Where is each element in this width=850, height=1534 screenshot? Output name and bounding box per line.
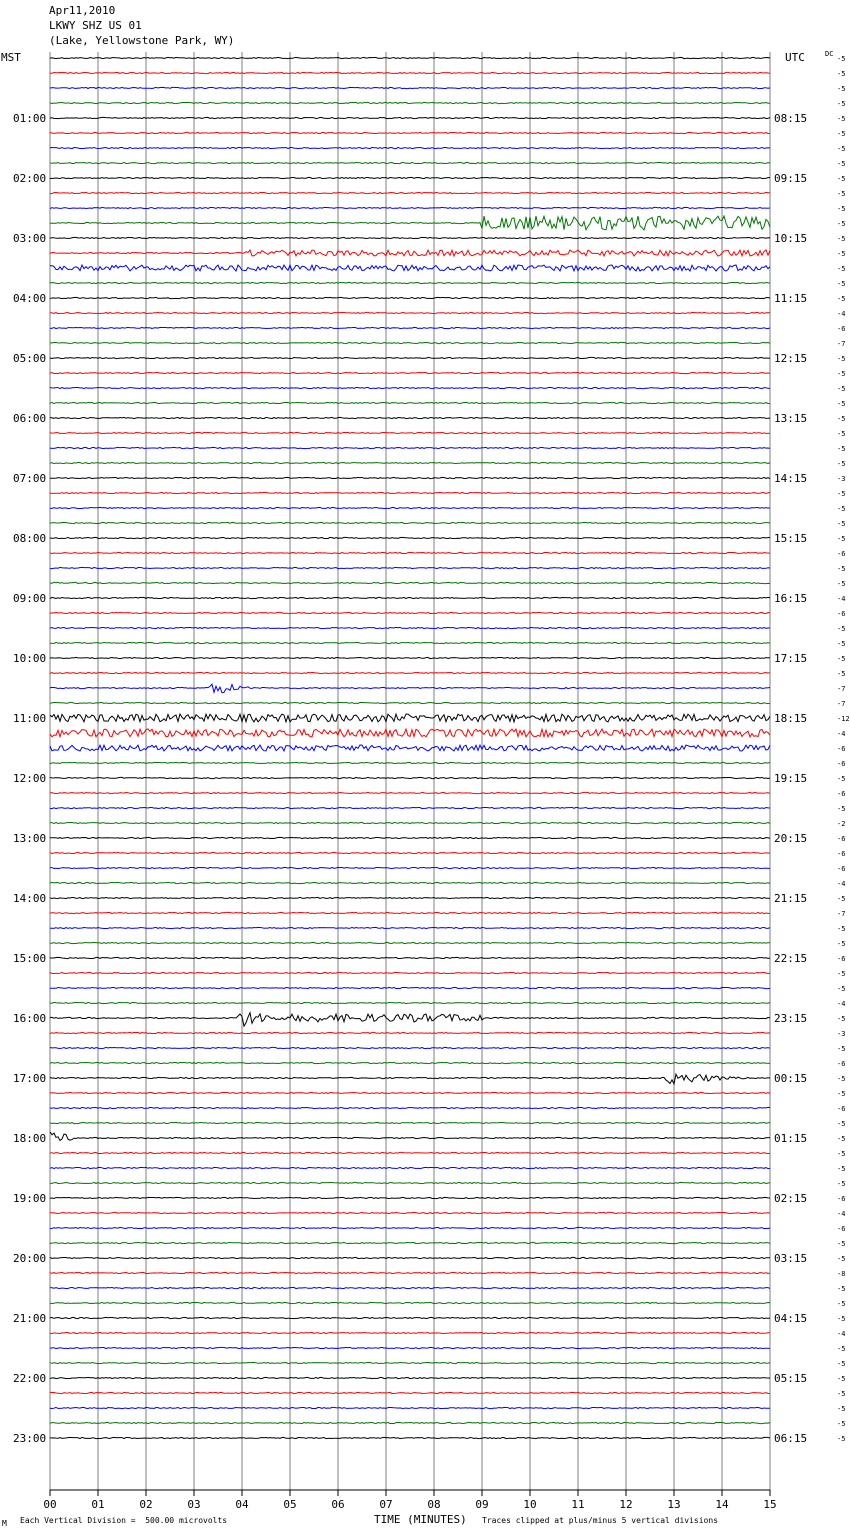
left-hour-label: 05:00 [13, 352, 47, 365]
dc-offset-label: -6 [837, 745, 846, 753]
dc-offset-label: -5 [837, 985, 846, 993]
right-hour-label: 11:15 [774, 292, 808, 305]
dc-offset-label: -4 [837, 310, 846, 318]
seismic-trace [50, 192, 770, 193]
dc-offset-label: -5 [837, 1435, 846, 1443]
left-hour-label: 18:00 [13, 1132, 47, 1145]
dc-offset-label: -4 [837, 880, 846, 888]
left-hour-label: 22:00 [13, 1372, 47, 1385]
dc-offset-label: -5 [837, 775, 846, 783]
seismic-trace [50, 250, 770, 256]
seismic-trace [50, 342, 770, 343]
seismic-trace [50, 942, 770, 943]
dc-offset-label: -5 [837, 115, 846, 123]
vertical-division-note: Each Vertical Division = 500.00 microvolts [20, 1516, 228, 1525]
right-hour-label: 23:15 [774, 1012, 808, 1025]
dc-offset-label: -5 [837, 1255, 846, 1263]
seismic-trace [50, 1074, 770, 1084]
left-hour-label: 08:00 [13, 532, 47, 545]
dc-offset-label: -5 [837, 1075, 846, 1083]
seismic-trace [50, 1197, 770, 1198]
left-hour-label: 21:00 [13, 1312, 47, 1325]
right-hour-label: 15:15 [774, 532, 808, 545]
dc-offset-label: -5 [837, 580, 846, 588]
left-hour-label: 04:00 [13, 292, 47, 305]
seismic-trace [50, 1227, 770, 1228]
seismic-trace [50, 216, 770, 230]
seismic-trace [50, 729, 770, 737]
dc-offset-label: -5 [837, 1300, 846, 1308]
dc-offset-label: -5 [837, 1375, 846, 1383]
seismic-trace [50, 1302, 770, 1303]
seismic-trace [50, 1032, 770, 1033]
x-tick-label: 08 [427, 1498, 441, 1511]
dc-header-label: DC [825, 50, 834, 58]
dc-offset-label: -6 [837, 760, 846, 768]
right-hour-label: 04:15 [774, 1312, 808, 1325]
seismic-trace [50, 57, 770, 58]
x-tick-label: 00 [43, 1498, 57, 1511]
x-tick-label: 09 [475, 1498, 489, 1511]
right-hour-label: 19:15 [774, 772, 808, 785]
left-hour-label: 13:00 [13, 832, 47, 845]
dc-offset-label: -6 [837, 850, 846, 858]
seismic-trace [50, 897, 770, 898]
seismic-trace [50, 1242, 770, 1243]
seismic-trace [50, 567, 770, 568]
dc-offset-label: -6 [837, 835, 846, 843]
x-tick-label: 03 [187, 1498, 201, 1511]
seismic-trace [50, 657, 770, 658]
dc-offset-label: -5 [837, 190, 846, 198]
right-hour-label: 18:15 [774, 712, 808, 725]
x-tick-label: 06 [331, 1498, 345, 1511]
dc-offset-label: -5 [837, 55, 846, 63]
left-hour-label: 12:00 [13, 772, 47, 785]
seismic-trace [50, 972, 770, 973]
seismic-trace [50, 537, 770, 538]
seismic-trace [50, 882, 770, 883]
dc-offset-label: -7 [837, 700, 846, 708]
left-timezone-label: MST [1, 51, 21, 64]
dc-offset-label: -5 [837, 1135, 846, 1143]
seismic-trace [50, 177, 770, 178]
dc-offset-label: -5 [837, 160, 846, 168]
seismic-trace [50, 402, 770, 403]
right-hour-label: 14:15 [774, 472, 808, 485]
x-tick-label: 10 [523, 1498, 537, 1511]
dc-offset-label: -5 [837, 430, 846, 438]
x-tick-label: 11 [571, 1498, 585, 1511]
seismic-trace [50, 762, 770, 763]
seismic-trace [50, 297, 770, 298]
seismic-trace [50, 745, 770, 751]
dc-offset-label: -5 [837, 175, 846, 183]
right-hour-label: 06:15 [774, 1432, 808, 1445]
dc-offset-label: -5 [837, 460, 846, 468]
x-tick-label: 02 [139, 1498, 153, 1511]
seismic-trace [50, 72, 770, 73]
dc-offset-label: -8 [837, 1270, 846, 1278]
dc-offset-label: -5 [837, 640, 846, 648]
left-hour-label: 11:00 [13, 712, 47, 725]
seismic-trace [50, 117, 770, 118]
seismic-trace [50, 1013, 770, 1026]
seismic-trace [50, 432, 770, 433]
seismic-trace [50, 447, 770, 448]
left-hour-label: 06:00 [13, 412, 47, 425]
left-hour-label: 03:00 [13, 232, 47, 245]
left-hour-label: 01:00 [13, 112, 47, 125]
dc-offset-label: -5 [837, 940, 846, 948]
dc-offset-label: -5 [837, 655, 846, 663]
x-tick-label: 12 [619, 1498, 633, 1511]
dc-offset-label: -5 [837, 895, 846, 903]
dc-offset-label: -6 [837, 1225, 846, 1233]
x-axis-title: TIME (MINUTES) [374, 1513, 467, 1526]
dc-offset-label: -5 [837, 85, 846, 93]
seismic-trace [50, 477, 770, 478]
right-hour-label: 22:15 [774, 952, 808, 965]
seismic-trace [50, 207, 770, 208]
dc-offset-label: -7 [837, 910, 846, 918]
left-hour-label: 14:00 [13, 892, 47, 905]
dc-offset-label: -6 [837, 865, 846, 873]
seismic-trace [50, 1392, 770, 1393]
seismic-trace [50, 642, 770, 643]
seismic-trace [50, 912, 770, 913]
seismic-trace [50, 1062, 770, 1063]
location-label: (Lake, Yellowstone Park, WY) [49, 34, 235, 47]
x-tick-label: 01 [91, 1498, 105, 1511]
seismic-trace [50, 807, 770, 808]
seismic-trace [50, 1002, 770, 1003]
seismic-trace [50, 1362, 770, 1363]
dc-offset-label: -3 [837, 1030, 846, 1038]
left-hour-label: 09:00 [13, 592, 47, 605]
seismic-trace [50, 702, 770, 703]
dc-offset-label: -6 [837, 1195, 846, 1203]
seismic-trace [50, 582, 770, 583]
seismic-trace [50, 1107, 770, 1108]
left-hour-label: 20:00 [13, 1252, 47, 1265]
seismic-trace [50, 1332, 770, 1333]
x-tick-label: 07 [379, 1498, 393, 1511]
dc-offset-label: -5 [837, 1015, 846, 1023]
date-label: Apr11,2010 [49, 4, 116, 17]
seismic-trace [50, 684, 770, 693]
right-hour-label: 01:15 [774, 1132, 808, 1145]
dc-offset-label: -5 [837, 400, 846, 408]
seismic-trace [50, 792, 770, 793]
dc-offset-label: -5 [837, 925, 846, 933]
dc-offset-label: -5 [837, 1120, 846, 1128]
right-hour-label: 05:15 [774, 1372, 808, 1385]
dc-offset-label: -5 [837, 1315, 846, 1323]
right-hour-label: 03:15 [774, 1252, 808, 1265]
dc-offset-label: -5 [837, 1045, 846, 1053]
right-hour-label: 20:15 [774, 832, 808, 845]
dc-offset-label: -5 [837, 295, 846, 303]
left-hour-label: 02:00 [13, 172, 47, 185]
seismic-trace [50, 1407, 770, 1408]
dc-offset-label: -5 [837, 1240, 846, 1248]
seismic-trace [50, 357, 770, 358]
right-hour-label: 16:15 [774, 592, 808, 605]
dc-offset-label: -5 [837, 415, 846, 423]
dc-offset-label: -6 [837, 790, 846, 798]
left-hour-label: 17:00 [13, 1072, 47, 1085]
left-hour-label: 16:00 [13, 1012, 47, 1025]
dc-offset-label: -5 [837, 370, 846, 378]
seismic-trace [50, 492, 770, 493]
seismic-trace [50, 162, 770, 163]
seismic-trace [50, 1437, 770, 1438]
right-hour-label: 12:15 [774, 352, 808, 365]
right-hour-label: 00:15 [774, 1072, 808, 1085]
dc-offset-label: -5 [837, 670, 846, 678]
label-group [13, 55, 850, 1511]
dc-offset-label: -5 [837, 445, 846, 453]
dc-offset-label: -12 [837, 715, 850, 723]
seismic-trace [50, 627, 770, 628]
dc-offset-label: -5 [837, 280, 846, 288]
seismic-trace [50, 1132, 770, 1141]
dc-offset-label: -4 [837, 595, 846, 603]
x-tick-label: 13 [667, 1498, 681, 1511]
x-tick-label: 14 [715, 1498, 729, 1511]
x-tick-label: 04 [235, 1498, 249, 1511]
dc-offset-label: -6 [837, 955, 846, 963]
seismic-trace [50, 147, 770, 148]
seismic-trace [50, 822, 770, 823]
seismic-trace [50, 927, 770, 928]
seismic-trace [50, 1092, 770, 1093]
dc-offset-label: -5 [837, 1180, 846, 1188]
seismic-trace [50, 672, 770, 673]
seismic-trace [50, 417, 770, 418]
x-tick-label: 15 [763, 1498, 777, 1511]
dc-offset-label: -5 [837, 1360, 846, 1368]
seismic-trace [50, 1152, 770, 1153]
dc-offset-label: -5 [837, 490, 846, 498]
left-hour-label: 10:00 [13, 652, 47, 665]
left-hour-label: 23:00 [13, 1432, 47, 1445]
seismic-trace [50, 1422, 770, 1423]
dc-offset-label: -5 [837, 535, 846, 543]
seismic-trace [50, 265, 770, 271]
dc-offset-label: -2 [837, 820, 846, 828]
seismic-trace [50, 1287, 770, 1288]
dc-offset-label: -6 [837, 1105, 846, 1113]
seismic-trace [50, 612, 770, 613]
seismic-trace [50, 1272, 770, 1273]
dc-offset-label: -5 [837, 145, 846, 153]
clipping-note: Traces clipped at plus/minus 5 vertical divisions [482, 1516, 719, 1525]
right-hour-label: 02:15 [774, 1192, 808, 1205]
seismic-trace [50, 987, 770, 988]
dc-offset-label: -4 [837, 1330, 846, 1338]
seismic-trace [50, 132, 770, 133]
dc-offset-label: -5 [837, 1345, 846, 1353]
dc-offset-label: -4 [837, 1210, 846, 1218]
right-hour-label: 08:15 [774, 112, 808, 125]
x-tick-label: 05 [283, 1498, 297, 1511]
seismic-trace [50, 1377, 770, 1378]
seismic-trace [50, 714, 770, 722]
dc-offset-label: -5 [837, 355, 846, 363]
seismic-trace [50, 327, 770, 328]
dc-offset-label: -5 [837, 205, 846, 213]
dc-offset-label: -5 [837, 565, 846, 573]
seismic-trace [50, 1317, 770, 1318]
right-hour-label: 17:15 [774, 652, 808, 665]
seismic-trace [50, 522, 770, 523]
dc-offset-label: -5 [837, 70, 846, 78]
seismic-trace [50, 1182, 770, 1183]
seismic-trace [50, 372, 770, 373]
right-hour-label: 10:15 [774, 232, 808, 245]
dc-offset-label: -5 [837, 505, 846, 513]
right-hour-label: 21:15 [774, 892, 808, 905]
seismic-trace [50, 1122, 770, 1123]
seismic-trace [50, 237, 770, 238]
seismic-trace [50, 867, 770, 868]
seismic-trace [50, 1047, 770, 1048]
corner-mark: M [2, 1519, 7, 1528]
dc-offset-label: -7 [837, 340, 846, 348]
seismic-trace [50, 957, 770, 958]
dc-offset-label: -5 [837, 385, 846, 393]
dc-offset-label: -4 [837, 1000, 846, 1008]
seismic-trace [50, 837, 770, 838]
dc-offset-label: -6 [837, 550, 846, 558]
dc-offset-label: -5 [837, 235, 846, 243]
right-hour-label: 13:15 [774, 412, 808, 425]
dc-offset-label: -5 [837, 520, 846, 528]
seismic-trace [50, 1257, 770, 1258]
dc-offset-label: -5 [837, 250, 846, 258]
seismic-trace [50, 282, 770, 283]
station-label: LKWY SHZ US 01 [49, 19, 142, 32]
dc-offset-label: -5 [837, 1150, 846, 1158]
seismic-trace [50, 777, 770, 778]
dc-offset-label: -5 [837, 805, 846, 813]
dc-offset-label: -5 [837, 1420, 846, 1428]
dc-offset-label: -6 [837, 610, 846, 618]
dc-offset-label: -7 [837, 685, 846, 693]
dc-offset-label: -6 [837, 1060, 846, 1068]
seismic-trace [50, 1212, 770, 1213]
dc-offset-label: -5 [837, 1285, 846, 1293]
dc-offset-label: -5 [837, 100, 846, 108]
dc-offset-label: -5 [837, 1390, 846, 1398]
dc-offset-label: -5 [837, 1405, 846, 1413]
dc-offset-label: -5 [837, 220, 846, 228]
seismic-trace [50, 462, 770, 463]
left-hour-label: 19:00 [13, 1192, 47, 1205]
trace-group [50, 57, 770, 1438]
seismic-trace [50, 552, 770, 553]
dc-offset-label: -4 [837, 730, 846, 738]
seismic-trace [50, 87, 770, 88]
left-hour-label: 15:00 [13, 952, 47, 965]
right-timezone-label: UTC [785, 51, 805, 64]
seismic-trace [50, 1167, 770, 1168]
seismic-trace [50, 312, 770, 313]
seismic-trace [50, 507, 770, 508]
seismic-trace [50, 852, 770, 853]
left-hour-label: 07:00 [13, 472, 47, 485]
dc-offset-label: -3 [837, 475, 846, 483]
right-hour-label: 09:15 [774, 172, 808, 185]
dc-offset-label: -5 [837, 625, 846, 633]
dc-offset-label: -5 [837, 970, 846, 978]
dc-offset-label: -5 [837, 130, 846, 138]
dc-offset-label: -5 [837, 1090, 846, 1098]
seismic-trace [50, 102, 770, 103]
dc-offset-label: -5 [837, 265, 846, 273]
seismic-trace [50, 597, 770, 598]
seismic-trace [50, 387, 770, 388]
seismic-trace [50, 1347, 770, 1348]
dc-offset-label: -5 [837, 1165, 846, 1173]
dc-offset-label: -6 [837, 325, 846, 333]
